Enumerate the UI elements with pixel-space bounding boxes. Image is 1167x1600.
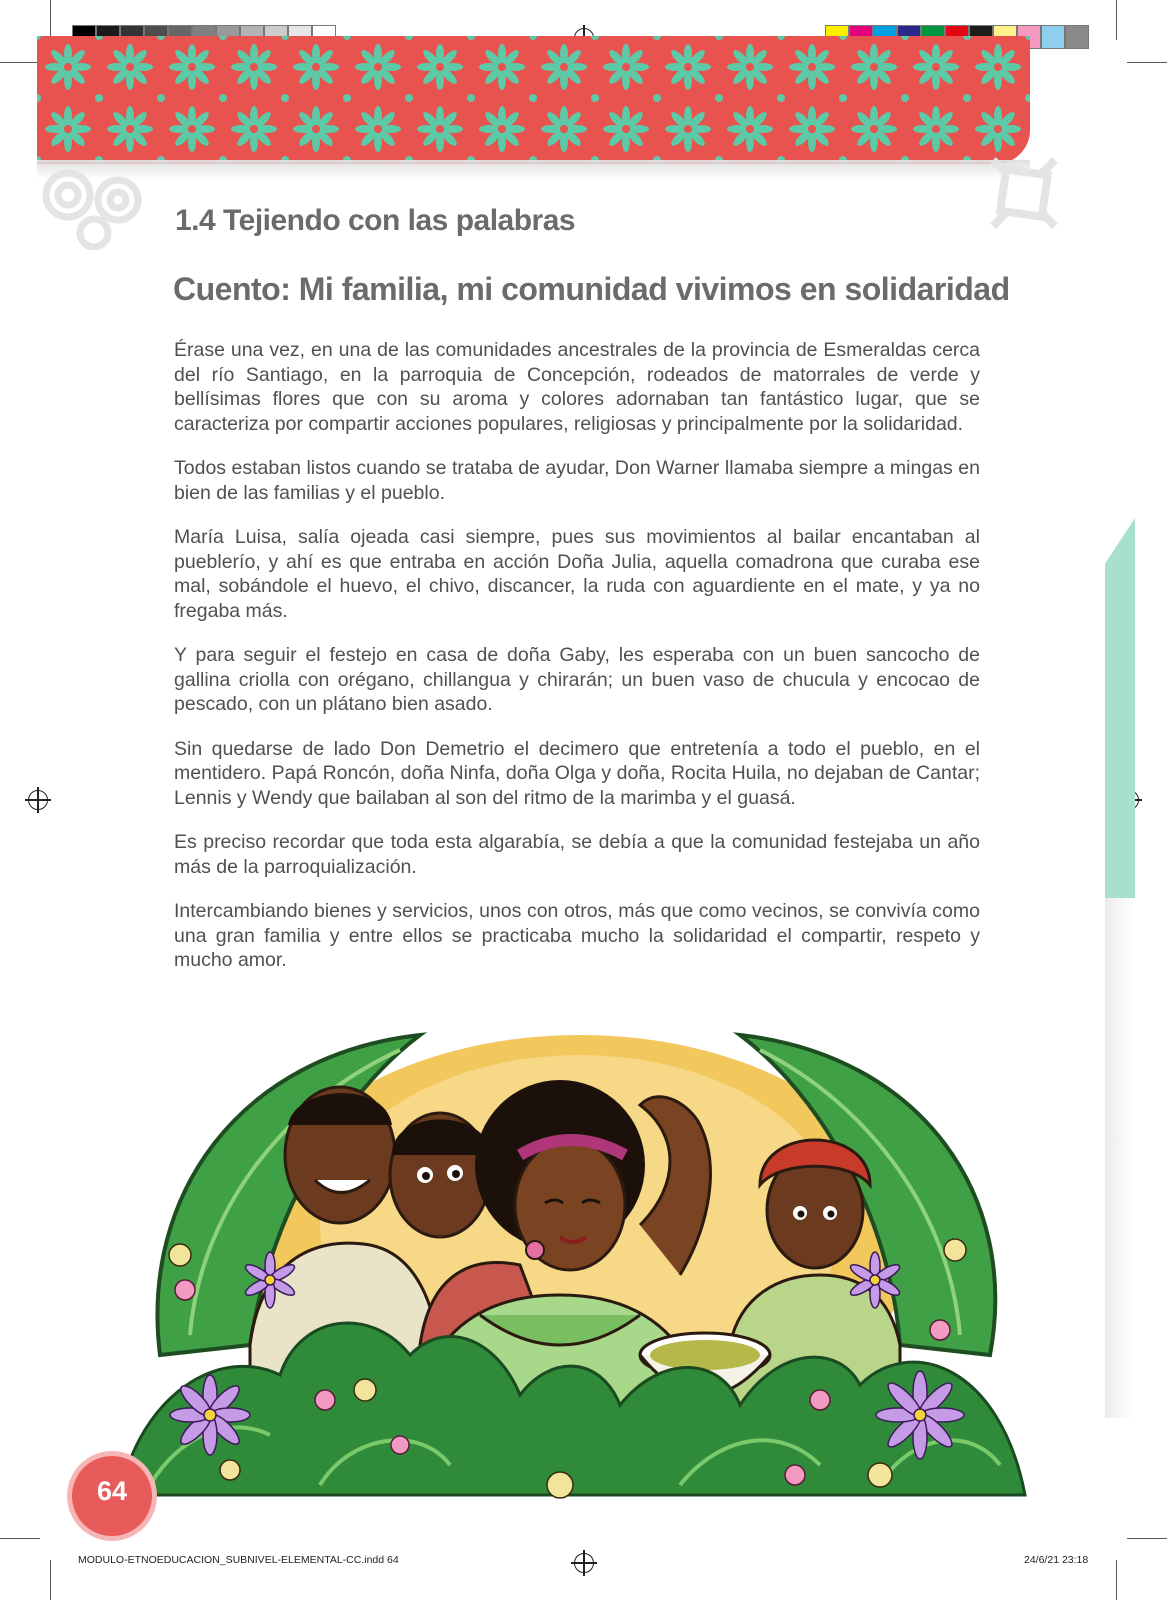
registration-mark-icon [28, 790, 48, 810]
knot-ornament-icon [985, 150, 1065, 235]
story-paragraph: Érase una vez, en una de las comunidades ancestrales de la provincia de Esmeraldas cerca del río Santiago, en la parroquia de Concepción, rodeados de matorrales de verde y bellísimas flores que con su aroma y colores adornaban tan fantástico lugar, que se caracteriza por compartir acciones populares, religiosas y principalmente por la solidaridad. [174, 339, 980, 435]
story-paragraph: Todos estaban listos cuando se trataba de ayudar, Don Warner llamaba siempre a mingas en bien de las familias y el pueblo. [174, 457, 980, 504]
story-paragraph: María Luisa, salía ojeada casi siempre, pues sus movimientos al bailar encantaban al pueblerío, y ahí es que entraba en acción Doña Julia, aquella comadrona que curaba ese mal, sobándole el huevo, el chivo, discancer, la ruda con aguardiente en el mate, y ya no fregaba más. [174, 526, 980, 622]
story-paragraph: Intercambiando bienes y servicios, unos con otros, más que como vecinos, se convivía como una gran familia y entre ellos se practicaba mucho la solidaridad el compartir, respeto y mucho amor. [174, 900, 980, 971]
story-paragraph: Sin quedarse de lado Don Demetrio el decimero que entretenía a todo el pueblo, en el mentidero. Papá Roncón, doña Ninfa, doña Olga y doña, Rocita Huila, no dejaban de Cantar; Lennis y Wendy que bailaban al son del ritmo de la marimba y el guasá. [174, 737, 980, 809]
story-title: Cuento: Mi familia, mi comunidad vivimos en solidaridad [173, 271, 1010, 307]
registration-mark-icon [574, 1553, 594, 1573]
banner-shadow [37, 160, 1030, 180]
crop-mark [1116, 0, 1117, 40]
crop-mark [0, 1538, 40, 1539]
print-timestamp: 24/6/21 23:18 [1024, 1554, 1089, 1566]
page-number: 64 [96, 1476, 128, 1506]
story-paragraph: Es preciso recordar que toda esta algarabía, se debía a que la comunidad festejaba un año más de la parroquialización. [174, 831, 980, 878]
page-number-badge [72, 1456, 152, 1536]
story-body [174, 338, 980, 993]
crop-mark [0, 62, 40, 63]
crop-mark [50, 1560, 51, 1600]
side-tab-shadow [1105, 898, 1135, 1418]
crop-mark [1127, 62, 1167, 63]
side-tab [1105, 518, 1135, 898]
flower-pattern [37, 36, 1030, 164]
crop-mark [1127, 1538, 1167, 1539]
crop-mark [50, 0, 51, 40]
crop-mark [1116, 1560, 1117, 1600]
swirl-ornament-icon [36, 155, 156, 250]
community-illustration [120, 1015, 1030, 1510]
file-slug: MODULO-ETNOEDUCACION_SUBNIVEL-ELEMENTAL-CC.indd 64 [78, 1554, 399, 1566]
story-paragraph: Y para seguir el festejo en casa de doña Gaby, les esperaba con un buen sancocho de gallina criolla con orégano, chillangua y chirarán; un buen vaso de chucula y encocao de pescado, con un plátano bien asado. [174, 644, 980, 715]
header-banner [37, 36, 1030, 164]
section-title: 1.4 Tejiendo con las palabras [175, 204, 576, 237]
